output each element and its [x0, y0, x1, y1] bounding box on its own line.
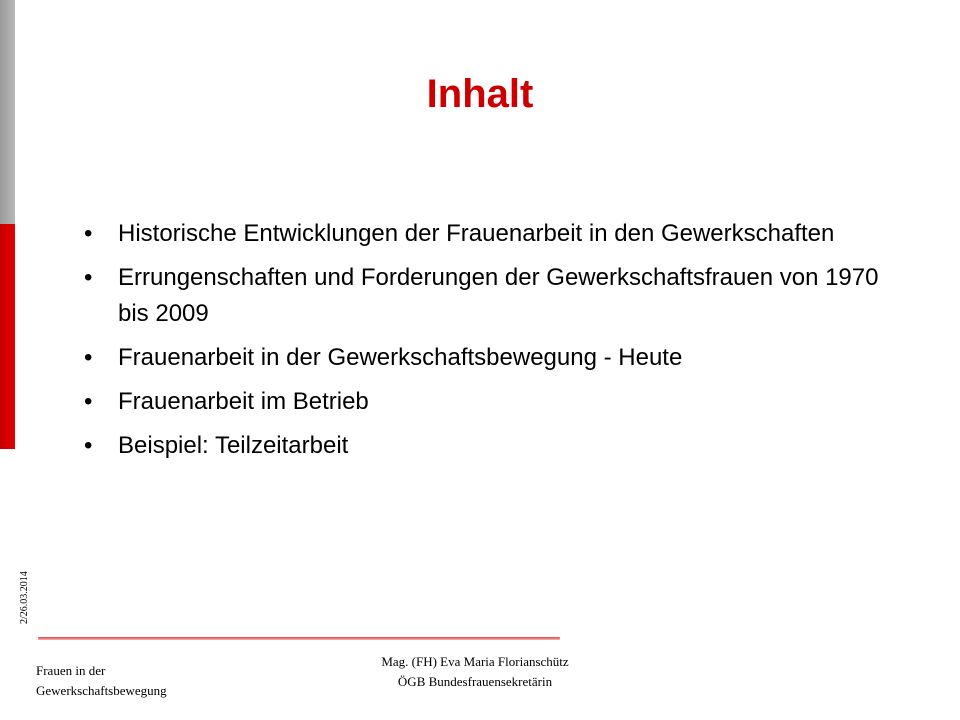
slide-title: Inhalt	[426, 72, 534, 116]
bullet-text: Historische Entwicklungen der Frauenarbeit in den Gewerkschaften	[118, 220, 835, 247]
bullet-icon: •	[84, 264, 93, 291]
sidebar-red-bar	[0, 224, 15, 449]
footer-left-text	[36, 661, 256, 701]
bullet-text: Beispiel: Teilzeitarbeit	[118, 432, 349, 459]
footer-author-name: Mag. (FH) Eva Maria Florianschütz	[381, 654, 569, 669]
bullet-text: Frauenarbeit in der Gewerkschaftsbewegung - Heute	[118, 344, 683, 371]
footer-author-role: ÖGB Bundesfrauensekretärin	[397, 674, 553, 689]
slide-content	[82, 216, 882, 472]
bullet-icon: •	[84, 220, 93, 247]
bullet-text: Frauenarbeit im Betrieb	[118, 388, 369, 415]
bullet-list	[82, 216, 882, 464]
bullet-text: Errungenschaften und Forderungen der Gewerkschaftsfrauen von 1970 bis 2009	[118, 264, 879, 327]
footer-author	[330, 652, 620, 692]
footer-left-line: Gewerkschaftsbewegung	[36, 683, 167, 698]
list-item	[82, 428, 882, 464]
slide-date: 2/26.03.2014	[19, 571, 30, 624]
list-item	[82, 260, 882, 332]
bullet-icon: •	[84, 388, 93, 415]
list-item	[82, 216, 882, 252]
footer-left-line: Frauen in der	[36, 663, 106, 678]
bullet-icon: •	[84, 344, 93, 371]
bullet-icon: •	[84, 432, 93, 459]
list-item	[82, 340, 882, 376]
list-item	[82, 384, 882, 420]
footer-divider	[38, 637, 560, 640]
